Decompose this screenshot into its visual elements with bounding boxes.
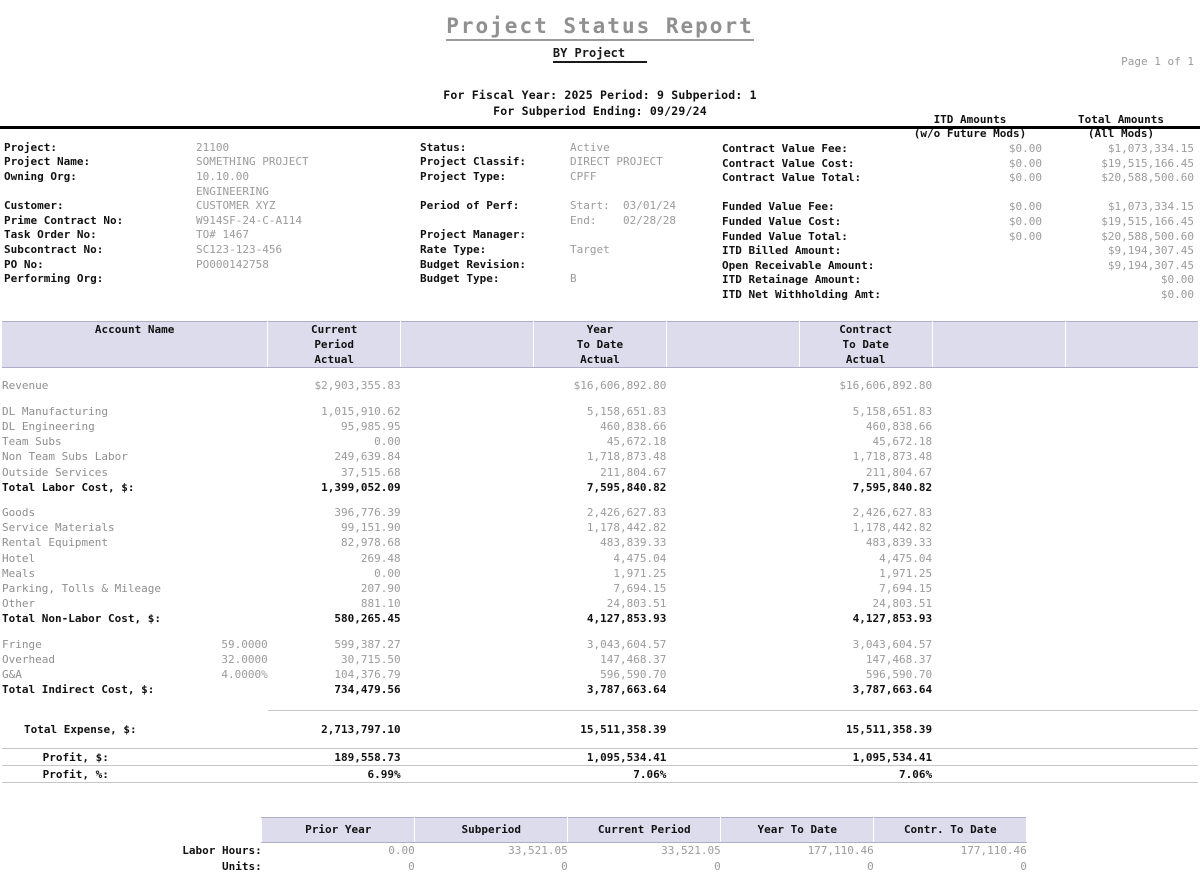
col-header-gap-2 xyxy=(666,321,799,368)
row-current-period: 1,015,910.62 xyxy=(321,404,401,418)
amount-label: Open Receivable Amount: xyxy=(722,258,875,272)
row-contr-to-date: 0 xyxy=(1020,859,1027,873)
info-label: PO No: xyxy=(4,257,44,271)
subperiod-ending-line: For Subperiod Ending: 09/29/24 xyxy=(493,104,707,119)
row-label: Rental Equipment xyxy=(2,536,108,550)
row-label: Other xyxy=(2,597,36,611)
amount-label: Funded Value Cost: xyxy=(722,215,842,229)
row-year-to-date: 177,110.46 xyxy=(807,844,874,858)
page-number: Page 1 of 1 xyxy=(1121,55,1194,68)
amount-row xyxy=(722,200,1196,215)
info-row xyxy=(420,170,720,185)
labor-hours-table xyxy=(2,817,1198,874)
header-line: Actual xyxy=(314,353,355,367)
row-year-to-date: 147,468.37 xyxy=(600,652,667,666)
row-current-period: $2,903,355.83 xyxy=(314,379,401,393)
row-label: Parking, Tolls & Mileage xyxy=(2,581,161,595)
row-year-to-date: $16,606,892.80 xyxy=(573,379,667,393)
row-current-period: 1,399,052.09 xyxy=(321,480,401,494)
row-year-to-date: 4,127,853.93 xyxy=(586,612,667,626)
itd-amounts-subheader: (w/o Future Mods) xyxy=(913,127,1027,141)
row-contract-to-date: 4,475.04 xyxy=(879,551,933,565)
info-value: Target xyxy=(570,243,610,257)
amount-itd: $0.00 xyxy=(1008,142,1042,156)
amount-total: $0.00 xyxy=(1160,273,1194,287)
table-row xyxy=(2,652,1198,667)
table-row xyxy=(2,419,1198,434)
amount-row xyxy=(722,171,1196,186)
row-contract-to-date: 1,095,534.41 xyxy=(852,750,933,764)
info-value: CUSTOMER XYZ xyxy=(196,199,276,213)
row-year-to-date: 460,838.66 xyxy=(600,419,667,433)
info-row xyxy=(420,243,720,258)
amount-label: Contract Value Total: xyxy=(722,171,862,185)
amount-row-spacer xyxy=(722,186,1196,201)
amount-itd: $0.00 xyxy=(1008,156,1042,170)
row-year-to-date: 596,590.70 xyxy=(600,667,667,681)
amount-itd xyxy=(942,244,1042,259)
hours-table-row-labor-hours xyxy=(2,843,1198,859)
col-header-account-name: Account Name xyxy=(2,321,268,368)
row-current-period: 0 xyxy=(714,859,721,873)
row-contract-to-date: 3,043,604.57 xyxy=(852,637,933,651)
row-contract-to-date: 1,971.25 xyxy=(879,566,933,580)
row-label: Units: xyxy=(221,859,262,873)
row-contract-to-date: 4,127,853.93 xyxy=(852,612,933,626)
row-contract-to-date: 483,839.33 xyxy=(865,536,933,550)
header-line: Actual xyxy=(580,353,620,367)
hours-table-row-units xyxy=(2,859,1198,874)
row-current-period: 95,985.95 xyxy=(341,419,401,433)
hours-col-header-year-to-date: Year To Date xyxy=(721,817,874,842)
row-rate: 32.0000 xyxy=(221,652,268,666)
info-row xyxy=(4,243,424,258)
table-row xyxy=(2,596,1198,611)
row-contract-to-date: 7,595,840.82 xyxy=(852,480,933,494)
row-current-period: 734,479.56 xyxy=(334,683,401,697)
info-label: Subcontract No: xyxy=(4,243,104,257)
row-label: Total Expense, $: xyxy=(24,723,137,737)
row-year-to-date: 24,803.51 xyxy=(606,597,667,611)
project-info-section xyxy=(0,112,1200,321)
row-current-period: 269.48 xyxy=(360,551,401,565)
row-current-period: 37,515.68 xyxy=(341,465,401,479)
row-label: DL Manufacturing xyxy=(2,404,108,418)
info-value: Active xyxy=(570,140,610,154)
row-contr-to-date: 177,110.46 xyxy=(960,844,1027,858)
info-value: End: 02/28/28 xyxy=(570,213,676,227)
page-subtitle: BY Project xyxy=(553,46,647,62)
amount-label: Contract Value Cost: xyxy=(722,156,855,170)
row-current-period: 396,776.39 xyxy=(334,505,401,519)
amount-total: $20,588,500.60 xyxy=(1101,171,1194,185)
row-contract-to-date: 5,158,651.83 xyxy=(852,404,933,418)
info-row xyxy=(420,199,720,214)
profit-divider-bottom xyxy=(2,782,1198,784)
col-header-current-period xyxy=(268,321,401,368)
amount-label: Contract Value Fee: xyxy=(722,142,848,156)
row-contract-to-date: 7,694.15 xyxy=(879,581,933,595)
amount-total: $19,515,166.45 xyxy=(1101,215,1194,229)
amount-itd: $0.00 xyxy=(1008,215,1042,229)
col-header-gap-3 xyxy=(932,321,1065,368)
row-label: Overhead xyxy=(2,652,55,666)
account-detail-table xyxy=(2,321,1198,784)
row-contract-to-date: 45,672.18 xyxy=(872,435,933,449)
table-row-total-indirect xyxy=(2,682,1198,697)
table-header-row xyxy=(2,321,1198,368)
header-line: Contract xyxy=(839,322,893,336)
table-row xyxy=(2,535,1198,550)
info-label xyxy=(420,214,570,229)
row-subperiod: 33,521.05 xyxy=(508,844,568,858)
info-row xyxy=(4,199,424,214)
info-value: PO000142758 xyxy=(196,257,269,271)
info-value xyxy=(570,258,720,273)
amount-total: $20,588,500.60 xyxy=(1101,229,1194,243)
row-year-to-date: 3,043,604.57 xyxy=(586,637,667,651)
amount-row xyxy=(722,259,1196,274)
hours-header-blank-tail xyxy=(1027,817,1198,842)
header-line: Period xyxy=(314,338,355,352)
info-row xyxy=(420,155,720,170)
info-row xyxy=(4,228,424,243)
row-current-period: 82,978.68 xyxy=(341,536,401,550)
row-label: Labor Hours: xyxy=(182,843,262,857)
row-year-to-date: 7,694.15 xyxy=(613,581,667,595)
info-label: Performing Org: xyxy=(4,272,104,286)
table-row-total-expense xyxy=(2,722,1198,737)
info-row xyxy=(4,258,424,273)
amount-total: $9,194,307.45 xyxy=(1107,244,1194,258)
row-current-period: 881.10 xyxy=(360,597,401,611)
table-row-profit-dollar xyxy=(2,750,1198,766)
amount-label: ITD Billed Amount: xyxy=(722,244,842,258)
info-label xyxy=(420,185,570,200)
info-label: Project Type: xyxy=(420,170,507,184)
row-label: Revenue xyxy=(2,379,49,393)
info-value: CPFF xyxy=(570,170,597,184)
row-label: Total Labor Cost, $: xyxy=(2,480,135,494)
info-value: DIRECT PROJECT xyxy=(570,155,663,169)
row-contract-to-date: $16,606,892.80 xyxy=(839,379,933,393)
amount-row xyxy=(722,230,1196,245)
total-amounts-header: Total Amounts xyxy=(1077,112,1165,126)
amount-itd: $0.00 xyxy=(1008,171,1042,185)
row-year-to-date: 483,839.33 xyxy=(600,536,667,550)
amounts-header-row-2 xyxy=(722,127,1196,142)
info-label: Period of Perf: xyxy=(420,199,520,213)
row-label: Total Non-Labor Cost, $: xyxy=(2,612,161,626)
row-year-to-date: 7,595,840.82 xyxy=(586,480,667,494)
row-contract-to-date: 7.06% xyxy=(899,767,933,781)
row-contract-to-date: 460,838.66 xyxy=(865,419,933,433)
row-label: Hotel xyxy=(2,551,36,565)
header-line: Current xyxy=(311,322,358,336)
info-label xyxy=(4,185,196,200)
row-year-to-date: 3,787,663.64 xyxy=(586,683,667,697)
row-current-period: 189,558.73 xyxy=(334,750,401,764)
info-label: Project: xyxy=(4,140,57,154)
row-label: Total Indirect Cost, $: xyxy=(2,683,155,697)
amount-label: Funded Value Total: xyxy=(722,229,848,243)
report-header xyxy=(0,0,1200,63)
row-year-to-date: 1,971.25 xyxy=(613,566,667,580)
row-year-to-date: 5,158,651.83 xyxy=(586,404,667,418)
col-header-gap-1 xyxy=(401,321,534,368)
amount-row xyxy=(722,244,1196,259)
row-contract-to-date: 2,426,627.83 xyxy=(852,505,933,519)
info-value: Start: 03/01/24 xyxy=(570,199,676,213)
amount-itd: $0.00 xyxy=(1008,229,1042,243)
hours-col-header-prior-year: Prior Year xyxy=(262,817,415,842)
row-label: Outside Services xyxy=(2,465,108,479)
table-row xyxy=(2,566,1198,581)
info-value: TO# 1467 xyxy=(196,228,249,242)
table-row-revenue xyxy=(2,378,1198,393)
row-current-period: 580,265.45 xyxy=(334,612,401,626)
amount-total xyxy=(1042,186,1194,201)
row-label: DL Engineering xyxy=(2,419,95,433)
info-label: Status: xyxy=(420,140,467,154)
row-current-period: 99,151.90 xyxy=(341,521,401,535)
info-label: Budget Revision: xyxy=(420,257,526,271)
hours-table-header-row xyxy=(2,817,1198,842)
info-row xyxy=(420,141,720,156)
info-row xyxy=(4,141,424,156)
row-current-period: 0.00 xyxy=(374,435,401,449)
hours-col-header-current-period: Current Period xyxy=(568,817,721,842)
table-row xyxy=(2,465,1198,480)
amount-itd xyxy=(942,288,1042,303)
row-year-to-date: 0 xyxy=(867,859,874,873)
row-year-to-date: 1,718,873.48 xyxy=(586,450,667,464)
info-value xyxy=(196,272,424,287)
amount-total: $0.00 xyxy=(1160,288,1194,301)
row-contract-to-date: 211,804.67 xyxy=(865,465,933,479)
table-row-total-nonlabor xyxy=(2,611,1198,626)
table-row xyxy=(2,520,1198,535)
row-contract-to-date: 24,803.51 xyxy=(872,597,933,611)
table-row xyxy=(2,449,1198,464)
header-line: Year xyxy=(586,322,614,336)
info-row xyxy=(4,185,424,200)
row-year-to-date: 7.06% xyxy=(633,767,667,781)
amount-row xyxy=(722,288,1196,303)
row-contract-to-date: 15,511,358.39 xyxy=(846,723,933,737)
row-year-to-date: 2,426,627.83 xyxy=(586,505,667,519)
info-value xyxy=(570,228,720,243)
hours-units-section xyxy=(0,817,1200,874)
row-prior-year: 0.00 xyxy=(388,844,415,858)
amount-label: ITD Net Withholding Amt: xyxy=(722,288,881,301)
row-current-period: 249,639.84 xyxy=(334,450,401,464)
amount-total: $9,194,307.45 xyxy=(1107,258,1194,272)
info-label: Project Classif: xyxy=(420,155,526,169)
info-value: B xyxy=(570,272,577,286)
info-value: SOMETHING PROJECT xyxy=(196,155,309,169)
row-label: Team Subs xyxy=(2,435,62,449)
row-label: Profit, $: xyxy=(42,750,109,764)
table-row xyxy=(2,667,1198,682)
col-header-contract-to-date xyxy=(799,321,932,368)
info-value: ENGINEERING xyxy=(196,184,269,198)
amount-itd: $0.00 xyxy=(1008,200,1042,214)
table-row-profit-percent xyxy=(2,767,1198,783)
row-label: Profit, %: xyxy=(42,767,109,781)
col-header-year-to-date xyxy=(534,321,667,368)
table-row xyxy=(2,637,1198,652)
hours-header-blank xyxy=(2,817,262,842)
row-contract-to-date: 596,590.70 xyxy=(865,667,933,681)
info-label: Task Order No: xyxy=(4,228,97,242)
header-line: To Date xyxy=(842,338,889,352)
row-year-to-date: 1,178,442.82 xyxy=(586,521,667,535)
info-label: Rate Type: xyxy=(420,243,487,257)
amount-row xyxy=(722,142,1196,157)
row-prior-year: 0 xyxy=(408,859,415,873)
hours-col-header-subperiod: Subperiod xyxy=(415,817,568,842)
page-title: Project Status Report xyxy=(446,14,754,41)
row-label: Service Materials xyxy=(2,521,115,535)
info-row xyxy=(420,272,720,287)
row-year-to-date: 1,095,534.41 xyxy=(586,750,667,764)
amount-itd xyxy=(942,273,1042,288)
row-year-to-date: 15,511,358.39 xyxy=(580,723,667,737)
info-row xyxy=(420,214,720,229)
info-value: SC123-123-456 xyxy=(196,243,283,257)
row-subperiod: 0 xyxy=(561,859,568,873)
table-row xyxy=(2,434,1198,449)
row-year-to-date: 45,672.18 xyxy=(606,435,667,449)
info-row xyxy=(420,185,720,200)
info-label: Project Name: xyxy=(4,155,91,169)
amount-row xyxy=(722,215,1196,230)
info-label: Prime Contract No: xyxy=(4,213,124,227)
info-row xyxy=(4,214,424,229)
contract-amounts-block xyxy=(722,113,1196,303)
info-row xyxy=(4,170,424,185)
row-rate: 4.0000% xyxy=(221,667,268,681)
table-row xyxy=(2,404,1198,419)
row-rate: 59.0000 xyxy=(221,637,268,651)
row-contract-to-date: 3,787,663.64 xyxy=(852,683,933,697)
table-row xyxy=(2,551,1198,566)
total-amounts-subheader: (All Mods) xyxy=(1087,127,1155,141)
row-current-period: 6.99% xyxy=(367,767,401,781)
amount-row xyxy=(722,273,1196,288)
hours-col-header-contr-to-date: Contr. To Date xyxy=(874,817,1027,842)
header-line: To Date xyxy=(576,338,624,352)
row-current-period: 599,387.27 xyxy=(334,637,401,651)
info-row xyxy=(4,155,424,170)
row-label: Non Team Subs Labor xyxy=(2,450,128,464)
header-line: Actual xyxy=(845,353,886,367)
amount-label xyxy=(722,186,942,201)
row-current-period: 2,713,797.10 xyxy=(321,723,401,737)
amount-itd xyxy=(942,186,1042,201)
amounts-header-row-1 xyxy=(722,113,1196,128)
row-year-to-date: 4,475.04 xyxy=(613,551,667,565)
info-label: Customer: xyxy=(4,199,64,213)
row-year-to-date: 211,804.67 xyxy=(600,465,667,479)
row-contract-to-date: 1,718,873.48 xyxy=(852,450,933,464)
row-contract-to-date: 1,178,442.82 xyxy=(852,521,933,535)
amount-total: $19,515,166.45 xyxy=(1101,156,1194,170)
row-current-period: 33,521.05 xyxy=(661,844,721,858)
col-header-gap-4 xyxy=(1065,321,1198,368)
amount-label: Funded Value Fee: xyxy=(722,200,835,214)
info-value xyxy=(570,185,720,200)
table-row xyxy=(2,505,1198,520)
info-value: 21100 xyxy=(196,140,230,154)
fiscal-year-line: For Fiscal Year: 2025 Period: 9 Subperiod: 1 xyxy=(443,87,757,102)
amount-label: ITD Retainage Amount: xyxy=(722,273,862,287)
info-label: Project Manager: xyxy=(420,228,526,242)
itd-amounts-header: ITD Amounts xyxy=(933,112,1007,126)
amount-total: $1,073,334.15 xyxy=(1107,142,1194,156)
info-row xyxy=(420,228,720,243)
row-label: Meals xyxy=(2,566,36,580)
row-label: Fringe xyxy=(2,637,42,651)
info-value: W914SF-24-C-A114 xyxy=(196,213,302,227)
info-row xyxy=(420,258,720,273)
info-label: Owning Org: xyxy=(4,170,77,184)
table-row xyxy=(2,581,1198,596)
row-current-period: 0.00 xyxy=(374,566,401,580)
row-contract-to-date: 147,468.37 xyxy=(865,652,933,666)
row-label: G&A xyxy=(2,667,22,681)
amount-row xyxy=(722,157,1196,172)
row-current-period: 104,376.79 xyxy=(334,667,401,681)
info-value: 10.10.00 xyxy=(196,170,249,184)
info-label: Budget Type: xyxy=(420,272,500,286)
amount-itd xyxy=(942,259,1042,274)
table-row-total-labor xyxy=(2,480,1198,495)
row-current-period: 207.90 xyxy=(360,581,401,595)
row-label: Goods xyxy=(2,505,36,519)
row-current-period: 30,715.50 xyxy=(341,652,401,666)
project-info-left xyxy=(4,141,424,287)
project-info-middle xyxy=(420,141,720,287)
amount-total: $1,073,334.15 xyxy=(1107,200,1194,214)
info-row xyxy=(4,272,424,287)
